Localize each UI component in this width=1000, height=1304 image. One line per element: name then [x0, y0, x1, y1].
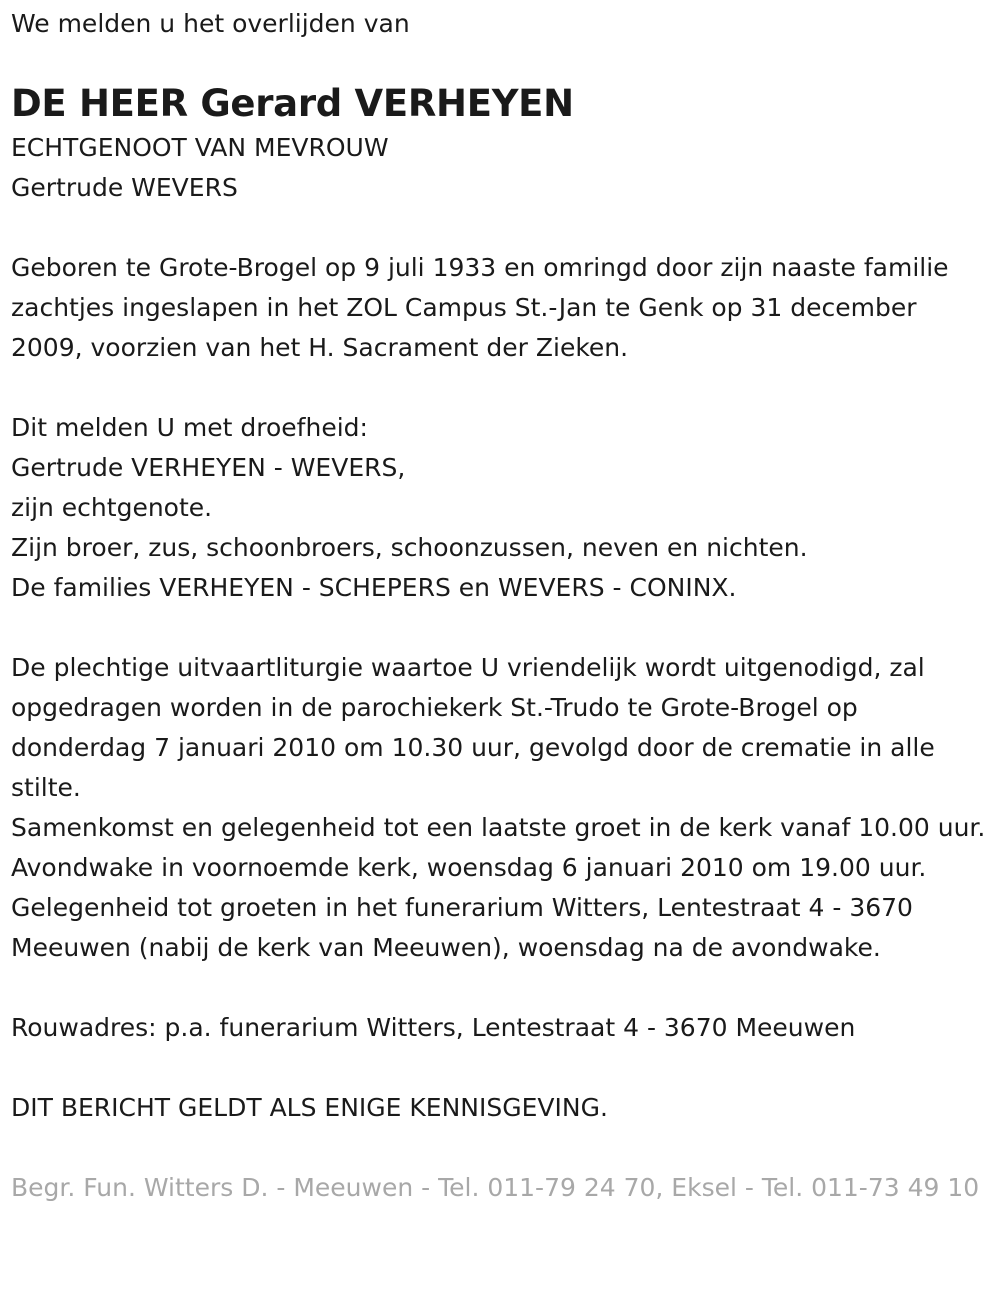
spacer	[11, 44, 993, 80]
deceased-name: DE HEER Gerard VERHEYEN	[11, 82, 574, 125]
spouse-label: ECHTGENOOT VAN MEVROUW	[11, 133, 389, 162]
ceremony-block	[11, 648, 993, 968]
intro-text: We melden u het overlijden van	[11, 9, 410, 38]
notice-text: DIT BERICHT GELDT ALS ENIGE KENNISGEVING.	[11, 1093, 608, 1122]
spacer	[11, 208, 993, 248]
mourner-line: De families VERHEYEN - SCHEPERS en WEVERS - CONINX.	[11, 573, 737, 602]
spouse-name: Gertrude WEVERS	[11, 173, 238, 202]
mourner-line: Zijn broer, zus, schoonbroers, schoonzussen, neven en nichten.	[11, 533, 808, 562]
mourner-line: Gertrude VERHEYEN - WEVERS,	[11, 453, 406, 482]
biography-paragraph: Geboren te Grote-Brogel op 9 juli 1933 en omringd door zijn naaste familie zachtjes ingeslapen in het ZOL Campus St.-Jan te Genk op 31 december 2009, voorzien van het H. Sacrament der Zieken.	[11, 253, 949, 362]
obituary-notice	[11, 4, 993, 1208]
mourners-heading: Dit melden U met droefheid:	[11, 413, 368, 442]
greeting-paragraph: Gelegenheid tot groeten in het funerarium Witters, Lentestraat 4 - 3670 Meeuwen (nabij de kerk van Meeuwen), woensdag na de avondwake.	[11, 893, 913, 962]
mourner-line: zijn echtgenote.	[11, 493, 213, 522]
spacer	[11, 1128, 993, 1168]
funeral-paragraph: De plechtige uitvaartliturgie waartoe U vriendelijk wordt uitgenodigd, zal opgedragen worden in de parochiekerk St.-Trudo te Grote-Brogel op donderdag 7 januari 2010 om 10.30 uur, gevolgd door de crematie in alle stilte.	[11, 653, 935, 802]
spacer	[11, 1048, 993, 1088]
gathering-paragraph: Samenkomst en gelegenheid tot een laatste groet in de kerk vanaf 10.00 uur.	[11, 813, 986, 842]
spacer	[11, 368, 993, 408]
mourning-address: Rouwadres: p.a. funerarium Witters, Lentestraat 4 - 3670 Meeuwen	[11, 1013, 856, 1042]
mourners-block	[11, 408, 993, 608]
vigil-paragraph: Avondwake in voornoemde kerk, woensdag 6 januari 2010 om 19.00 uur.	[11, 853, 927, 882]
funeral-home-footer: Begr. Fun. Witters D. - Meeuwen - Tel. 011-79 24 70, Eksel - Tel. 011-73 49 10	[11, 1173, 980, 1202]
spacer	[11, 968, 993, 1008]
spacer	[11, 608, 993, 648]
